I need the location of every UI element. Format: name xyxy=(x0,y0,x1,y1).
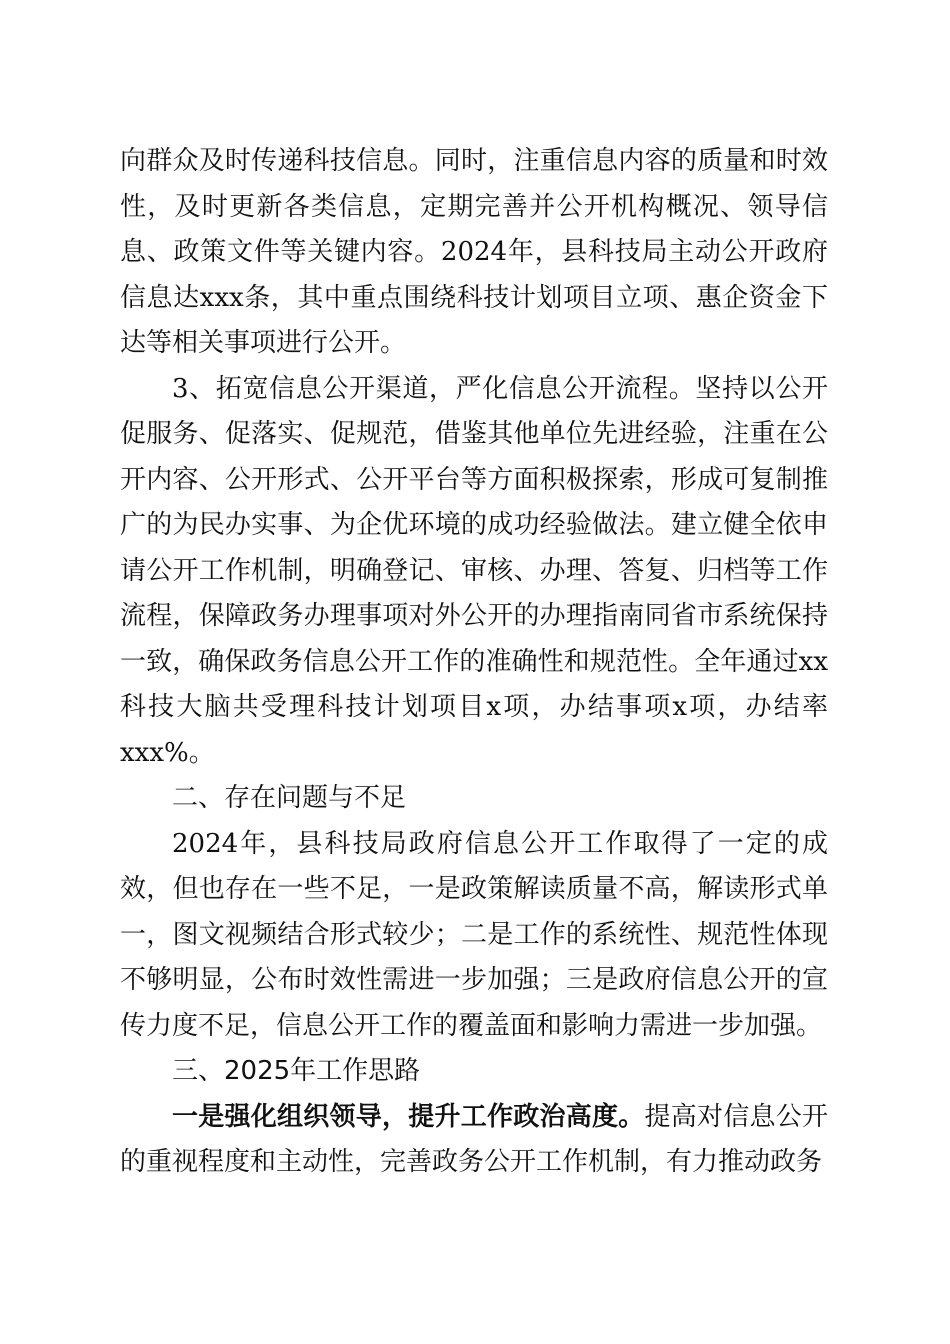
paragraph-plan xyxy=(120,1095,828,1186)
document-page xyxy=(120,139,828,1186)
paragraph-continuation: 向群众及时传递科技信息。同时，注重信息内容的质量和时效性，及时更新各类信息，定期完善并公开机构概况、领导信息、政策文件等关键内容。2024年，县科技局主动公开政府信息达xxx条，其中重点围绕科技计划项目立项、惠企资金下达等相关事项进行公开。 xyxy=(120,146,828,358)
section-heading-plan: 三、2025年工作思路 xyxy=(172,1056,421,1086)
paragraph-item-3: 3、拓宽信息公开渠道，严化信息公开流程。坚持以公开促服务、促落实、促规范，借鉴其他单位先进经验，注重在公开内容、公开形式、公开平台等方面积极探索，形成可复制推广的为民办实事、为企优环境的成功经验做法。建立健全依申请公开工作机制，明确登记、审核、办理、答复、归档等工作流程，保障政务办理事项对外公开的办理指南同省市系统保持一致，确保政务信息公开工作的准确性和规范性。全年通过xx科技大脑共受理科技计划项目x项，办结事项x项，办结率xxx%。 xyxy=(120,373,828,768)
section-heading-problems: 二、存在问题与不足 xyxy=(172,783,407,813)
paragraph-problems: 2024年，县科技局政府信息公开工作取得了一定的成效，但也存在一些不足，一是政策解读质量不高，解读形式单一，图文视频结合形式较少；二是工作的系统性、规范性体现不够明显，公布时效性需进一步加强；三是政府信息公开的宣传力度不足，信息公开工作的覆盖面和影响力需进一步加强。 xyxy=(120,828,828,1041)
paragraph-plan-lead: 一是强化组织领导，提升工作政治高度。 xyxy=(172,1101,645,1132)
paragraph-plan-body: 提高对信息公开的重视程度和主动性，完善政务公开工作机制，有力推动政务 xyxy=(120,1101,828,1177)
